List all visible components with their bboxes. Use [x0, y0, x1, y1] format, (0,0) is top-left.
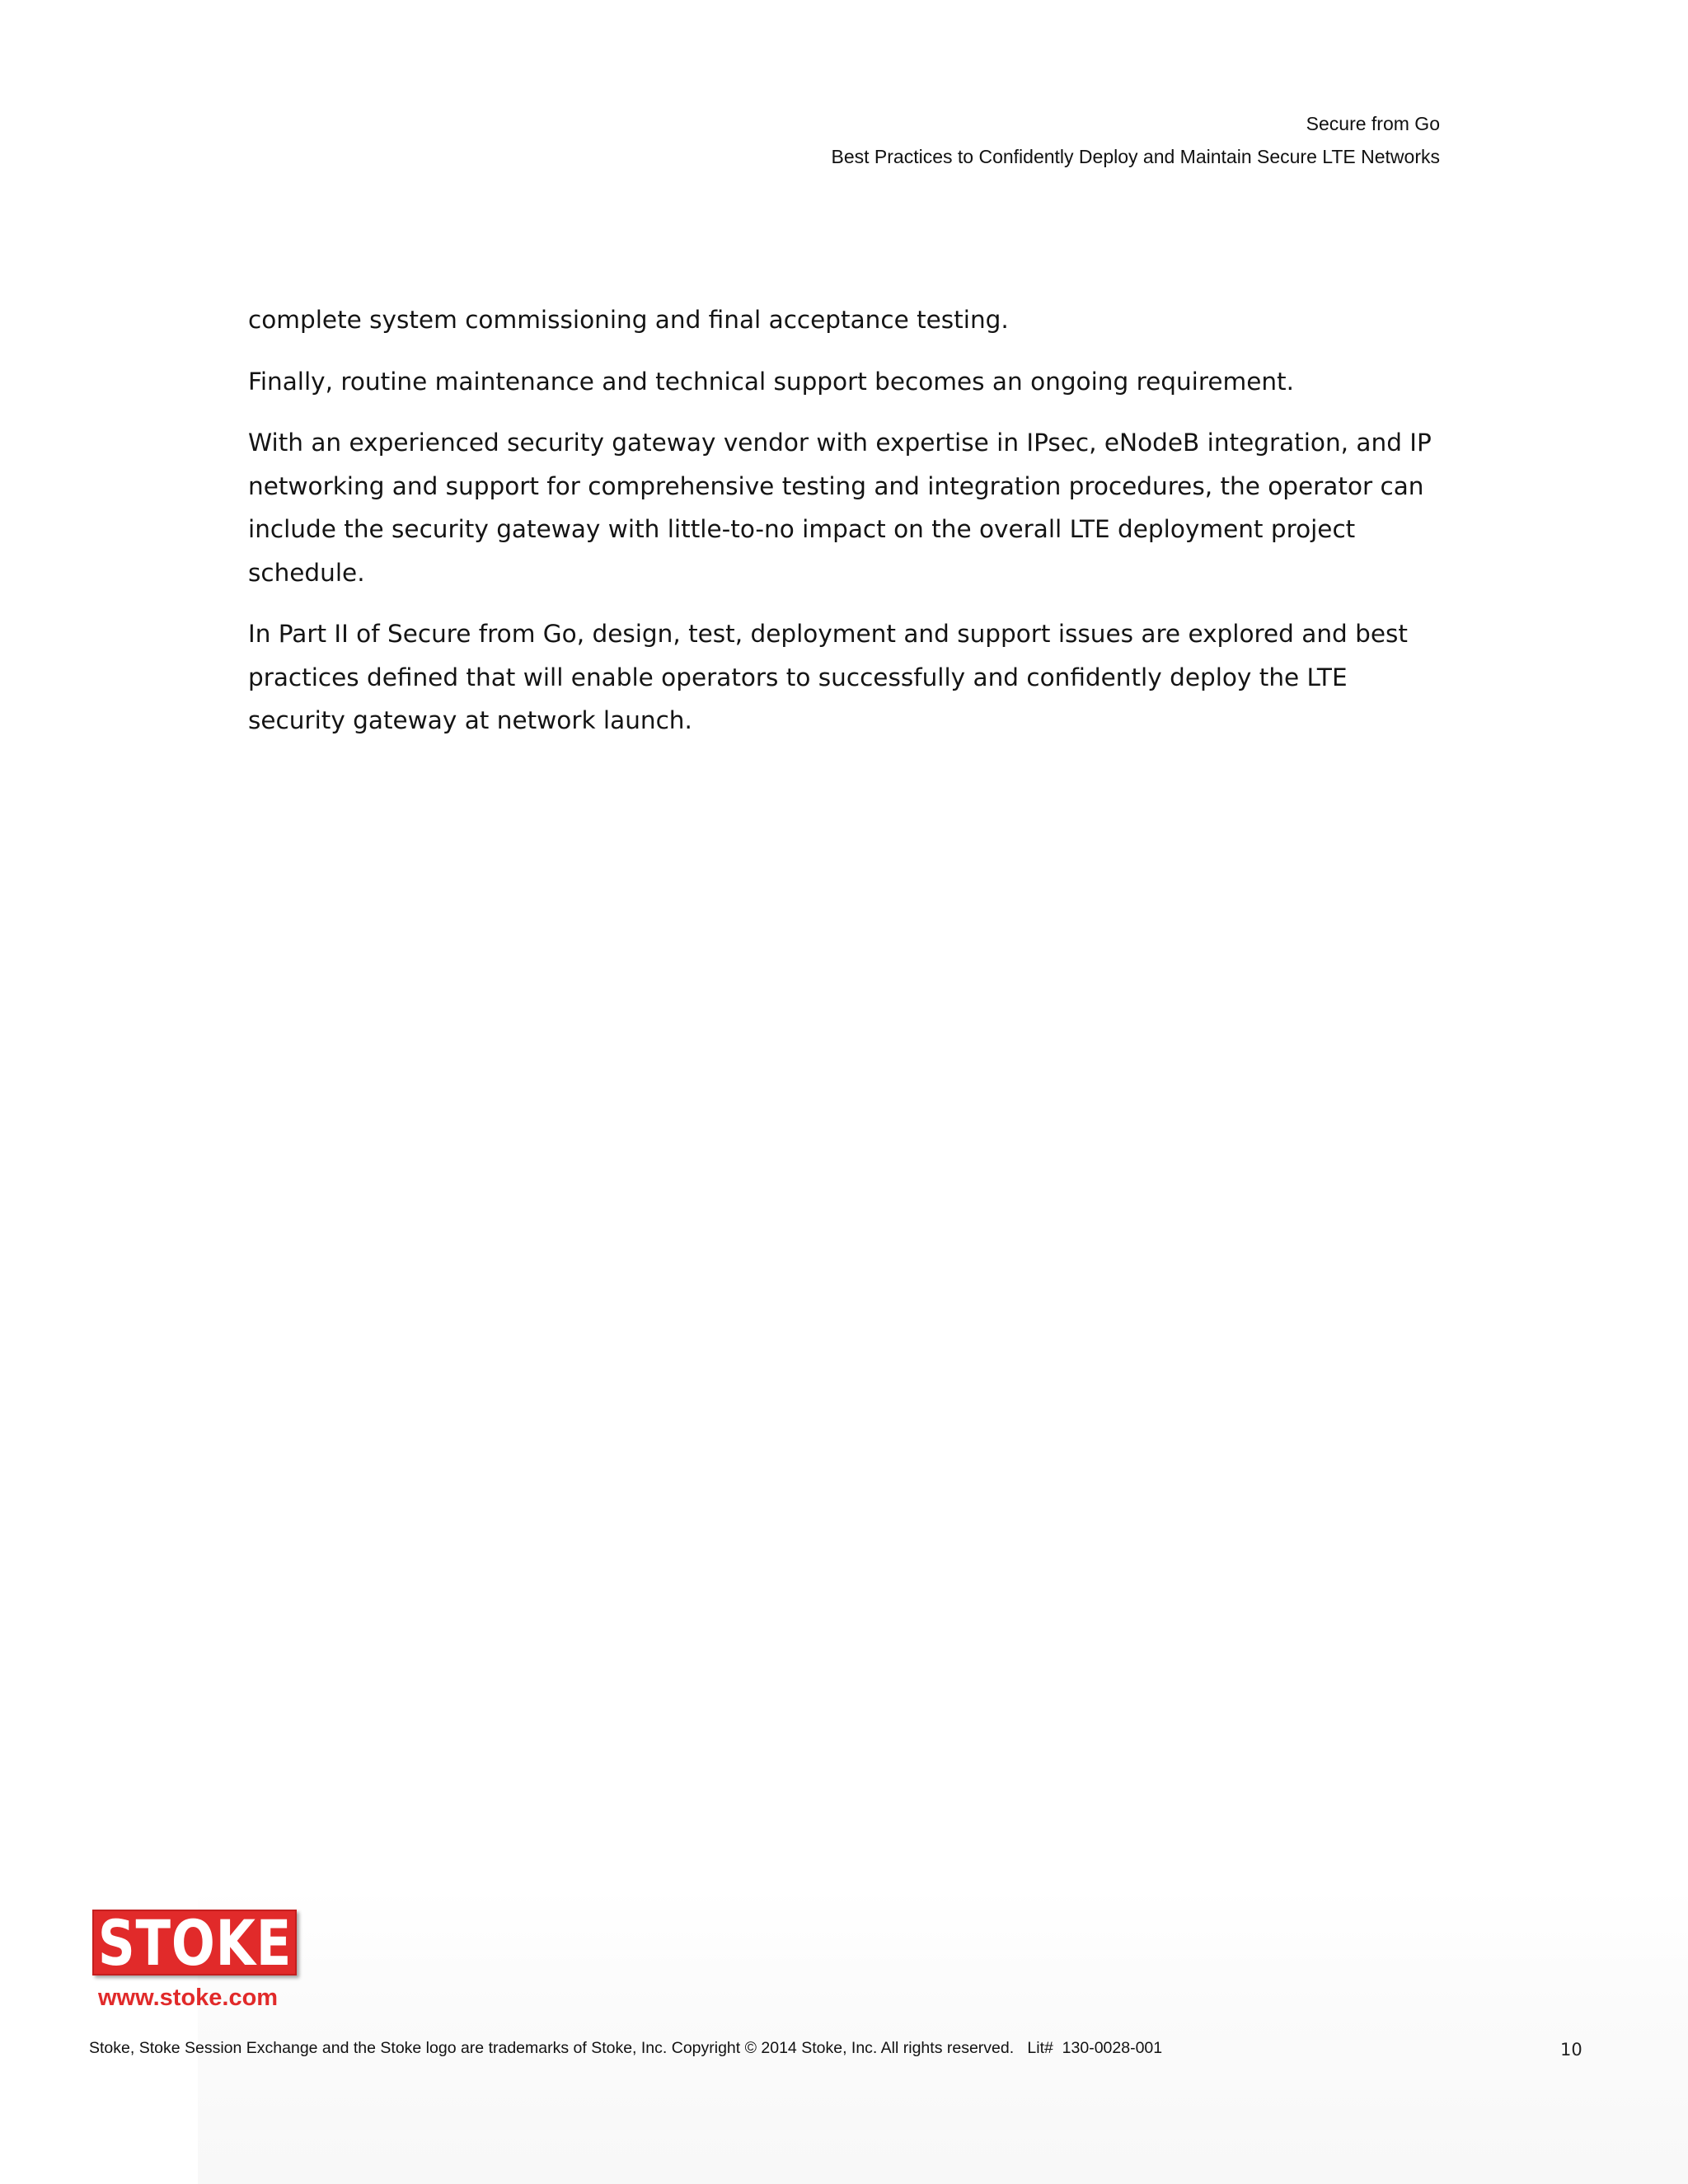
page-background-shade	[198, 1887, 1688, 2184]
header-title: Secure from Go	[1306, 113, 1440, 134]
paragraph: With an experienced security gateway vendor with expertise in IPsec, eNodeB integration, and IP networking and support for comprehensive testing and integration procedures, the operator can include the security gateway with little-to-no impact on the overall LTE deployment project schedule.	[248, 429, 1432, 587]
page-number: 10	[1560, 2040, 1582, 2060]
header-subtitle: Best Practices to Confidently Deploy and Maintain Secure LTE Networks	[831, 146, 1440, 167]
stoke-logo	[92, 1906, 297, 1980]
website-url: www.stoke.com	[98, 1985, 279, 2011]
footer-copyright-note: Stoke, Stoke Session Exchange and the Stoke logo are trademarks of Stoke, Inc. Copyright © 2014 Stoke, Inc. All rights reserved. Lit# 130-0028-001	[89, 2039, 1163, 2057]
paragraph: Finally, routine maintenance and technical support becomes an ongoing requirement.	[248, 367, 1295, 396]
logo-text: STOKE	[97, 1906, 292, 1980]
running-header	[832, 107, 1440, 173]
paragraph: In Part II of Secure from Go, design, test, deployment and support issues are explored and best practices defined that will enable operators to successfully and confidently deploy the LTE security gateway at network launch.	[248, 620, 1408, 734]
body-text	[248, 298, 1451, 761]
paragraph: complete system commissioning and final acceptance testing.	[248, 306, 1009, 334]
